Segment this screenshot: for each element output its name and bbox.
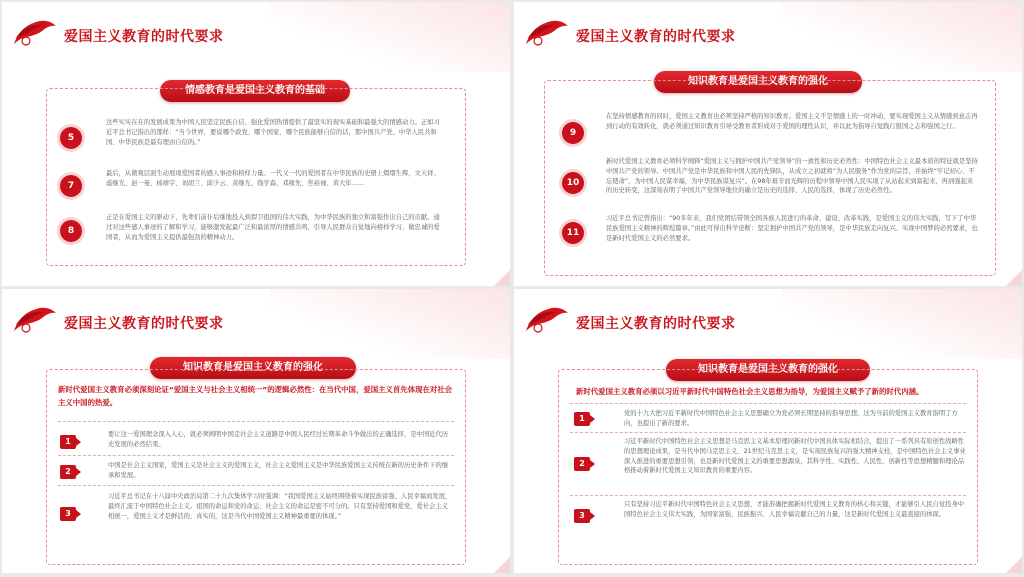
lead-statement: 新时代爱国主义教育必须深刻论证“爱国主义与社会主义相统一”的逻辑必然性：在当代中国，爱国主义首先体现在对社会主义中国的热爱。 — [58, 385, 453, 407]
item-text: 习近平总书记曾指出：“90多年来，我们党团结带领全国各族人民进行的革命、建设、改革实践，是爱国主义的伟大实践，写下了中华民族爱国主义精神的辉煌篇章。”由此可得出科学论断：坚定拥护中国共产党的领导，是中华民族走向复兴、实现中国梦的必然要求，也是新时代爱国主义的必然要求。 — [606, 215, 978, 242]
item-number-badge: 1 — [60, 435, 76, 449]
slide-1[interactable] — [2, 2, 510, 286]
party-flag-logo-icon — [522, 305, 570, 335]
corner-decoration — [1006, 270, 1022, 286]
item-number-badge: 8 — [60, 220, 82, 242]
item-number-badge: 10 — [562, 172, 584, 194]
item-number-badge: 1 — [574, 412, 590, 426]
item-number-badge: 9 — [562, 122, 584, 144]
divider — [570, 403, 966, 404]
decorative-gradient — [270, 2, 510, 72]
slide-3[interactable] — [2, 289, 510, 573]
item-number-badge: 11 — [562, 222, 584, 244]
divider — [58, 421, 454, 422]
decorative-gradient — [270, 289, 510, 359]
party-flag-logo-icon — [10, 305, 58, 335]
item-number-badge: 7 — [60, 175, 82, 197]
slide-2[interactable] — [514, 2, 1022, 286]
party-flag-logo-icon — [10, 18, 58, 48]
item-number-badge: 2 — [60, 465, 76, 479]
divider — [58, 455, 454, 456]
section-heading: 知识教育是爱国主义教育的强化 — [150, 357, 356, 379]
section-heading: 知识教育是爱国主义教育的强化 — [666, 359, 870, 381]
lead-statement: 新时代爱国主义教育必须以习近平新时代中国特色社会主义思想为指导，为爱国主义赋予了新的时代内涵。 — [576, 387, 924, 396]
item-text: 最后，从微观层面生动展现爱国者的感人事迹和榜样力量。一代又一代的爱国者在中华民族的史册上熠熠生辉，文天祥、戚继光、赵一曼、杨靖宇、刘胡兰、邱少云、黄继光、钱学森、邓稼先、焦裕禄、黄大年…… — [106, 170, 440, 187]
section-heading: 知识教育是爱国主义教育的强化 — [654, 71, 862, 93]
slide-title: 爱国主义教育的时代要求 — [576, 29, 736, 45]
corner-decoration — [494, 270, 510, 286]
corner-decoration — [1006, 557, 1022, 573]
section-heading: 情感教育是爱国主义教育的基础 — [160, 80, 350, 102]
slide-title: 爱国主义教育的时代要求 — [64, 316, 224, 332]
decorative-gradient — [782, 289, 1022, 359]
item-text: 新时代爱国主义教育必须科学阐释“爱国主义与拥护中国共产党领导”的一致性和历史必然性：中国特色社会主义最本质的特征就是坚持中国共产党的领导。中国共产党是中华民族和中国人民的先锋队，从成立之初就将“为人民服务”作为党的宗旨，并始终“牢记初心、不忘使命”，为中国人民谋幸福，为中华民族谋复兴”。在98年艰辛而光辉的历程中领导中国人民实现了从站起来到富起来，再到强起来的历史转变，这深刻表明了中国共产党领导地位的确立是历史的选择、人民的选择，体现了历史必然性。 — [606, 158, 978, 195]
item-text: 只有坚持习近平新时代中国特色社会主义思想，才能准确把握新时代爱国主义教育的核心和关键，才能够引人民自觉投身中国特色社会主义伟大实践，为国家富强、民族振兴、人民幸福贡献自己的力量，这是新时代爱国主义最直接的体现。 — [624, 501, 965, 518]
item-number-badge: 3 — [60, 507, 76, 521]
slide-4[interactable] — [514, 289, 1022, 573]
item-text: 习近平总书记在十八届中央政治局第二十九次集体学习时强调：“我国爱国主义始终围绕着实现民族富强、人民幸福而发展，最终汇流于中国特色社会主义。祖国的命运和党的命运、社会主义的命运是密不可分的。只有坚持爱国和爱党、爱社会主义相统一，爱国主义才是鲜活的、真实的，这是当代中国爱国主义精神最重要的体现。” — [108, 493, 452, 520]
item-text: 这些实实在在的发展成果为中国人民坚定民族自信、强化爱国热情提供了最坚实的现实基础和最强大的情感动力。正如习近平总书记指出的那样：“当今世界，要说哪个政党、哪个国家、哪个民族能够自信的话，那中国共产党、中华人民共和国、中华民族是最有理由自信的。” — [106, 119, 440, 146]
party-flag-logo-icon — [522, 18, 570, 48]
corner-decoration — [494, 557, 510, 573]
divider — [570, 495, 966, 496]
decorative-gradient — [782, 2, 1022, 72]
slide-title: 爱国主义教育的时代要求 — [576, 316, 736, 332]
item-text: 党的十九大把习近平新时代中国特色社会主义思想确立为党必须长期坚持的指导思想，这为当前的爱国主义教育指明了方向，也提出了新的要求。 — [624, 410, 958, 427]
slide-title: 爱国主义教育的时代要求 — [64, 29, 224, 45]
divider — [570, 432, 966, 433]
item-text: 习近平新时代中国特色社会主义思想是马克思主义基本原理同新时代中国具体实际相结合，提出了一系列具有原创性战略性的思想理论成果，是当代中国马克思主义、21世纪马克思主义，是实现民族复兴的强大精神支柱，是中国特色社会主义事业深入推进的重要思想引领，也是新时代爱国主义的重要思想源泉，其科学性、实践性、人民性、创新性等思想精髓和理论品格推动着新时代爱国主义知识教育的重要内容。 — [624, 438, 966, 475]
item-text: 正是在爱国主义的驱动下，先辈们前仆后继地投入到捍卫祖国的伟大实践，为中华民族的独立和富强作出自己的贡献。通过对这些感人事迹的了解和学习，能够激发起最广泛和最浓厚的情感共鸣，引导人民群众自觉地向榜样学习、做忠诚的爱国者，从而为爱国主义提供最强劲的精神动力。 — [106, 214, 440, 241]
item-text: 中国是社会主义国家，爱国主义是社会主义的爱国主义，社会主义爱国主义是中华民族爱国主义传统在新的历史条件下的继承和发展。 — [108, 462, 449, 479]
item-number-badge: 2 — [574, 457, 590, 471]
item-text: 要让这一爱国理念深入人心，就必须阐明中国走社会主义道路是中国人民经过长期革命斗争做出的正确选择，是中国近代历史发展的必然结果。 — [108, 431, 449, 448]
item-number-badge: 5 — [60, 127, 82, 149]
item-text: 在坚持情感教育的同时，爱国主义教育也必须坚持严格的知识教育。爱国主义不是情感上的一时冲动，要实现爱国主义从情感到意志再到行动的有效转化，就必须通过知识教育引导受教育者形成对于爱国的理性认识，并以此为指导自觉践行报国之志和强国之行。 — [606, 113, 978, 130]
divider — [58, 485, 454, 486]
item-number-badge: 3 — [574, 509, 590, 523]
